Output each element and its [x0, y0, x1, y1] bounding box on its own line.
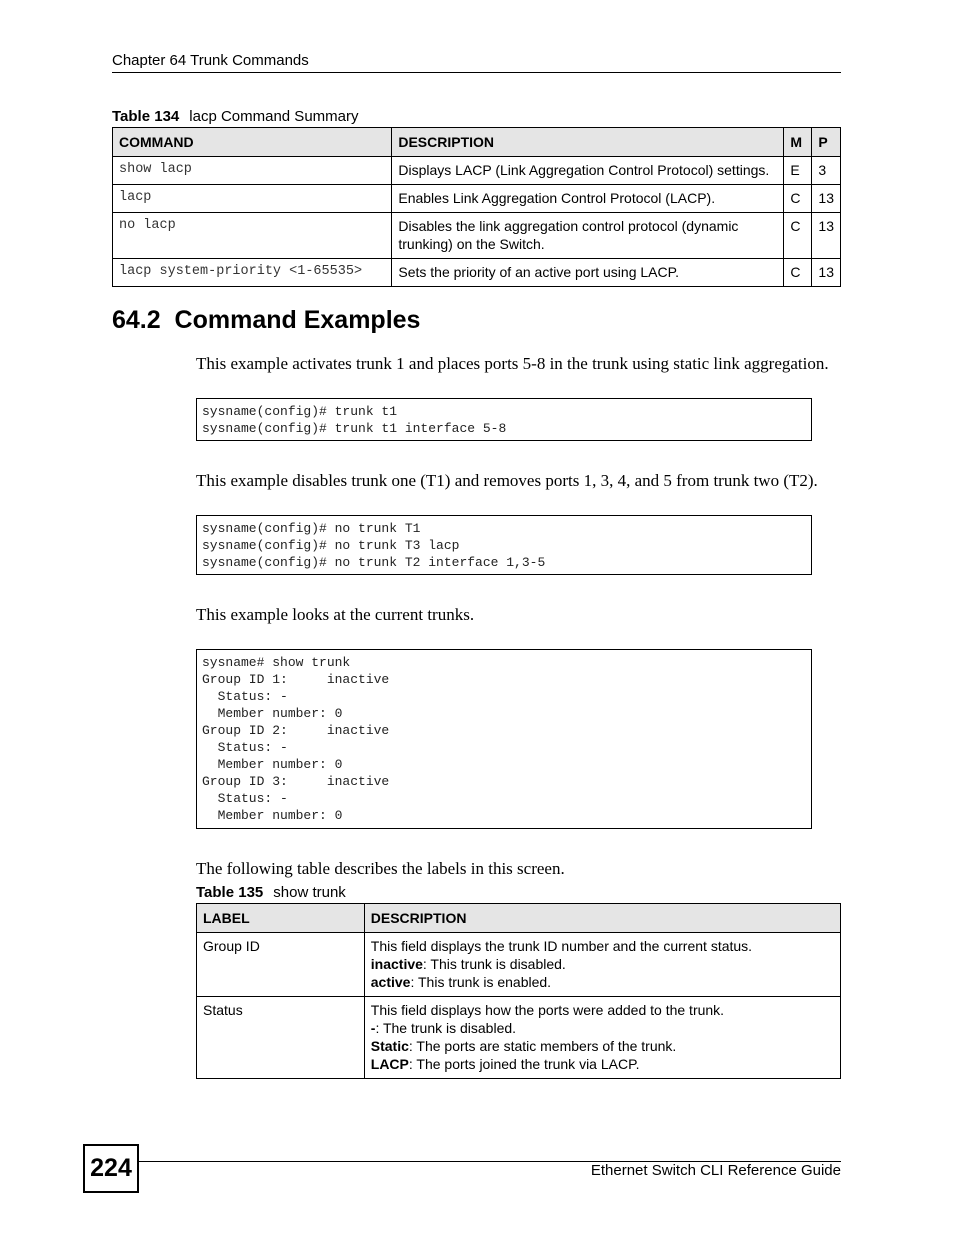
code-line: Status: - — [202, 791, 288, 806]
command-cell: no lacp — [113, 213, 392, 259]
code-line: Group ID 3: inactive — [202, 774, 390, 789]
table-header-row — [113, 128, 841, 157]
code-line: Status: - — [202, 689, 288, 704]
table-row — [113, 185, 841, 213]
column-header-command: COMMAND — [113, 128, 392, 157]
privilege-cell: 3 — [812, 157, 841, 185]
code-line: sysname(config)# trunk t1 interface 5-8 — [202, 421, 507, 436]
description-line — [371, 937, 834, 955]
mode-cell: C — [784, 185, 812, 213]
code-line: Group ID 1: inactive — [202, 672, 390, 687]
description-text: This field displays how the ports were added to the trunk. — [370, 1002, 725, 1018]
mode-cell: C — [784, 259, 812, 287]
description-line — [371, 1055, 834, 1073]
description-text: : The ports joined the trunk via LACP. — [408, 1056, 640, 1072]
mode-cell: E — [784, 157, 812, 185]
description-line — [371, 955, 834, 973]
code-line: Member number: 0 — [202, 706, 343, 721]
table-135-number: Table 135 — [196, 884, 264, 901]
privilege-cell: 13 — [812, 259, 841, 287]
section-title: 64.2 Command Examples — [112, 306, 421, 334]
table-row — [113, 213, 841, 259]
paragraph-example-3: This example looks at the current trunks. — [196, 605, 475, 624]
mode-cell: C — [784, 213, 812, 259]
table-header-row — [197, 904, 841, 933]
description-term: LACP — [370, 1056, 409, 1072]
paragraph-example-2: This example disables trunk one (T1) and removes ports 1, 3, 4, and 5 from trunk two (T2). — [196, 471, 818, 490]
table-134-number: Table 134 — [112, 108, 180, 125]
code-block-1 — [196, 398, 812, 441]
description-cell: Sets the priority of an active port using LACP. — [392, 259, 784, 287]
chapter-header: Chapter 64 Trunk Commands — [112, 52, 309, 69]
description-line — [371, 1019, 834, 1037]
code-line: sysname(config)# no trunk T2 interface 1,3-5 — [202, 555, 546, 570]
show-trunk-table — [196, 903, 841, 1079]
code-line: sysname(config)# no trunk T3 lacp — [202, 538, 460, 553]
header-rule — [112, 72, 841, 73]
table-row — [197, 997, 841, 1079]
description-line — [371, 1037, 834, 1055]
privilege-cell: 13 — [812, 213, 841, 259]
description-term: inactive — [370, 956, 423, 972]
code-line: sysname(config)# no trunk T1 — [202, 521, 421, 536]
privilege-cell: 13 — [812, 185, 841, 213]
page-number: 224 — [83, 1144, 139, 1193]
command-cell: show lacp — [113, 157, 392, 185]
paragraph-example-1: This example activates trunk 1 and places ports 5-8 in the trunk using static link aggregation. — [196, 354, 829, 373]
code-line: Group ID 2: inactive — [202, 723, 390, 738]
guide-title: Ethernet Switch CLI Reference Guide — [590, 1162, 841, 1179]
description-cell: Enables Link Aggregation Control Protocol (LACP). — [392, 185, 784, 213]
command-cell: lacp system-priority <1-65535> — [113, 259, 392, 287]
description-text: : The ports are static members of the trunk. — [408, 1038, 677, 1054]
code-line: Member number: 0 — [202, 757, 343, 772]
table-row — [113, 157, 841, 185]
code-block-2 — [196, 515, 812, 575]
column-header-label: LABEL — [197, 904, 365, 933]
command-cell: lacp — [113, 185, 392, 213]
label-cell: Status — [197, 997, 365, 1079]
label-cell: Group ID — [197, 933, 365, 997]
description-cell: Disables the link aggregation control protocol (dynamic trunking) on the Switch. — [392, 213, 784, 259]
table-135-caption — [196, 884, 346, 901]
table-134-caption — [112, 108, 358, 125]
column-header-description: DESCRIPTION — [392, 128, 784, 157]
description-line — [371, 973, 834, 991]
table-135-title: show trunk — [273, 884, 346, 901]
code-block-3 — [196, 649, 812, 829]
description-cell — [364, 933, 840, 997]
code-line: sysname(config)# trunk t1 — [202, 404, 398, 419]
description-line — [371, 1001, 834, 1019]
column-header-m: M — [784, 128, 812, 157]
description-term: Static — [370, 1038, 409, 1054]
description-term: - — [370, 1020, 376, 1036]
description-text: : This trunk is disabled. — [422, 956, 566, 972]
description-cell — [364, 997, 840, 1079]
description-text: : This trunk is enabled. — [410, 974, 552, 990]
table-row — [197, 933, 841, 997]
description-text: This field displays the trunk ID number and the current status. — [370, 938, 753, 954]
paragraph-table-intro: The following table describes the labels in this screen. — [196, 859, 565, 878]
description-text: : The trunk is disabled. — [375, 1020, 517, 1036]
description-cell: Displays LACP (Link Aggregation Control Protocol) settings. — [392, 157, 784, 185]
table-row — [113, 259, 841, 287]
code-line: sysname# show trunk — [202, 655, 351, 670]
code-line: Member number: 0 — [202, 808, 343, 823]
column-header-p: P — [812, 128, 841, 157]
table-134-title: lacp Command Summary — [189, 108, 359, 125]
lacp-command-summary-table — [112, 127, 841, 287]
code-line: Status: - — [202, 740, 288, 755]
column-header-description: DESCRIPTION — [364, 904, 840, 933]
description-term: active — [370, 974, 411, 990]
